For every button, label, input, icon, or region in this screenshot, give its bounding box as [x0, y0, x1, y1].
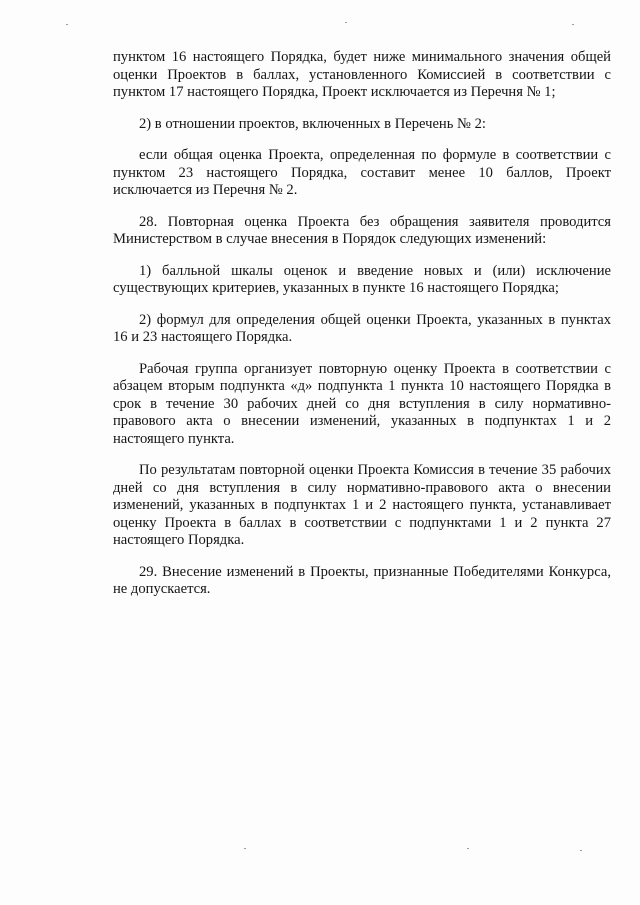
paragraph-commission: По результатам повторной оценки Проекта Комиссия в течение 35 рабочих дней со дня вступления в силу нормативно-правового акта о внесении изменений, указанных в подпунктах 1 и 2 настоящего пункта, устанавливает оценку Проекта в баллах в соответствии с подпунктами 1 и 2 пункта 27 настоящего Порядка.	[113, 462, 611, 548]
paragraph-working-group: Рабочая группа организует повторную оценку Проекта в соответствии с абзацем вторым подпункта «д» подпункта 1 пункта 10 настоящего Порядка в срок в течение 30 рабочих дней со дня вступления в силу нормативно-правового акта о внесении изменений, указанных в подпунктах 1 и 2 настоящего пункта.	[113, 360, 611, 447]
scan-speck	[244, 848, 246, 849]
paragraph-condition: если общая оценка Проекта, определенная по формуле в соответствии с пунктом 23 настоящего Порядка, составит менее 10 баллов, Проект исключается из Перечня № 2.	[113, 147, 611, 198]
scan-speck	[345, 22, 347, 23]
paragraph-continuation: пунктом 16 настоящего Порядка, будет ниже минимального значения общей оценки Проектов в баллах, установленного Комиссией в соответствии с пунктом 17 настоящего Порядка, Проект исключается из Перечня № 1;	[113, 49, 611, 100]
paragraph-item-29: 29. Внесение изменений в Проекты, признанные Победителями Конкурса, не допускается.	[113, 563, 611, 597]
paragraph-subitem-2: 2) в отношении проектов, включенных в Перечень № 2:	[139, 115, 486, 132]
paragraph-item-28-sub-1: 1) балльной шкалы оценок и введение новых и (или) исключение существующих критериев, указанных в пункте 16 настоящего Порядка;	[113, 262, 611, 296]
paragraph-item-28-sub-2: 2) формул для определения общей оценки Проекта, указанных в пунктах 16 и 23 настоящего Порядка.	[113, 311, 611, 345]
scan-speck	[66, 24, 68, 25]
scan-speck	[467, 848, 469, 849]
scan-speck	[580, 850, 582, 851]
scan-speck	[572, 24, 574, 25]
paragraph-item-28: 28. Повторная оценка Проекта без обращения заявителя проводится Министерством в случае внесения в Порядок следующих изменений:	[113, 213, 611, 247]
document-body	[113, 49, 611, 613]
